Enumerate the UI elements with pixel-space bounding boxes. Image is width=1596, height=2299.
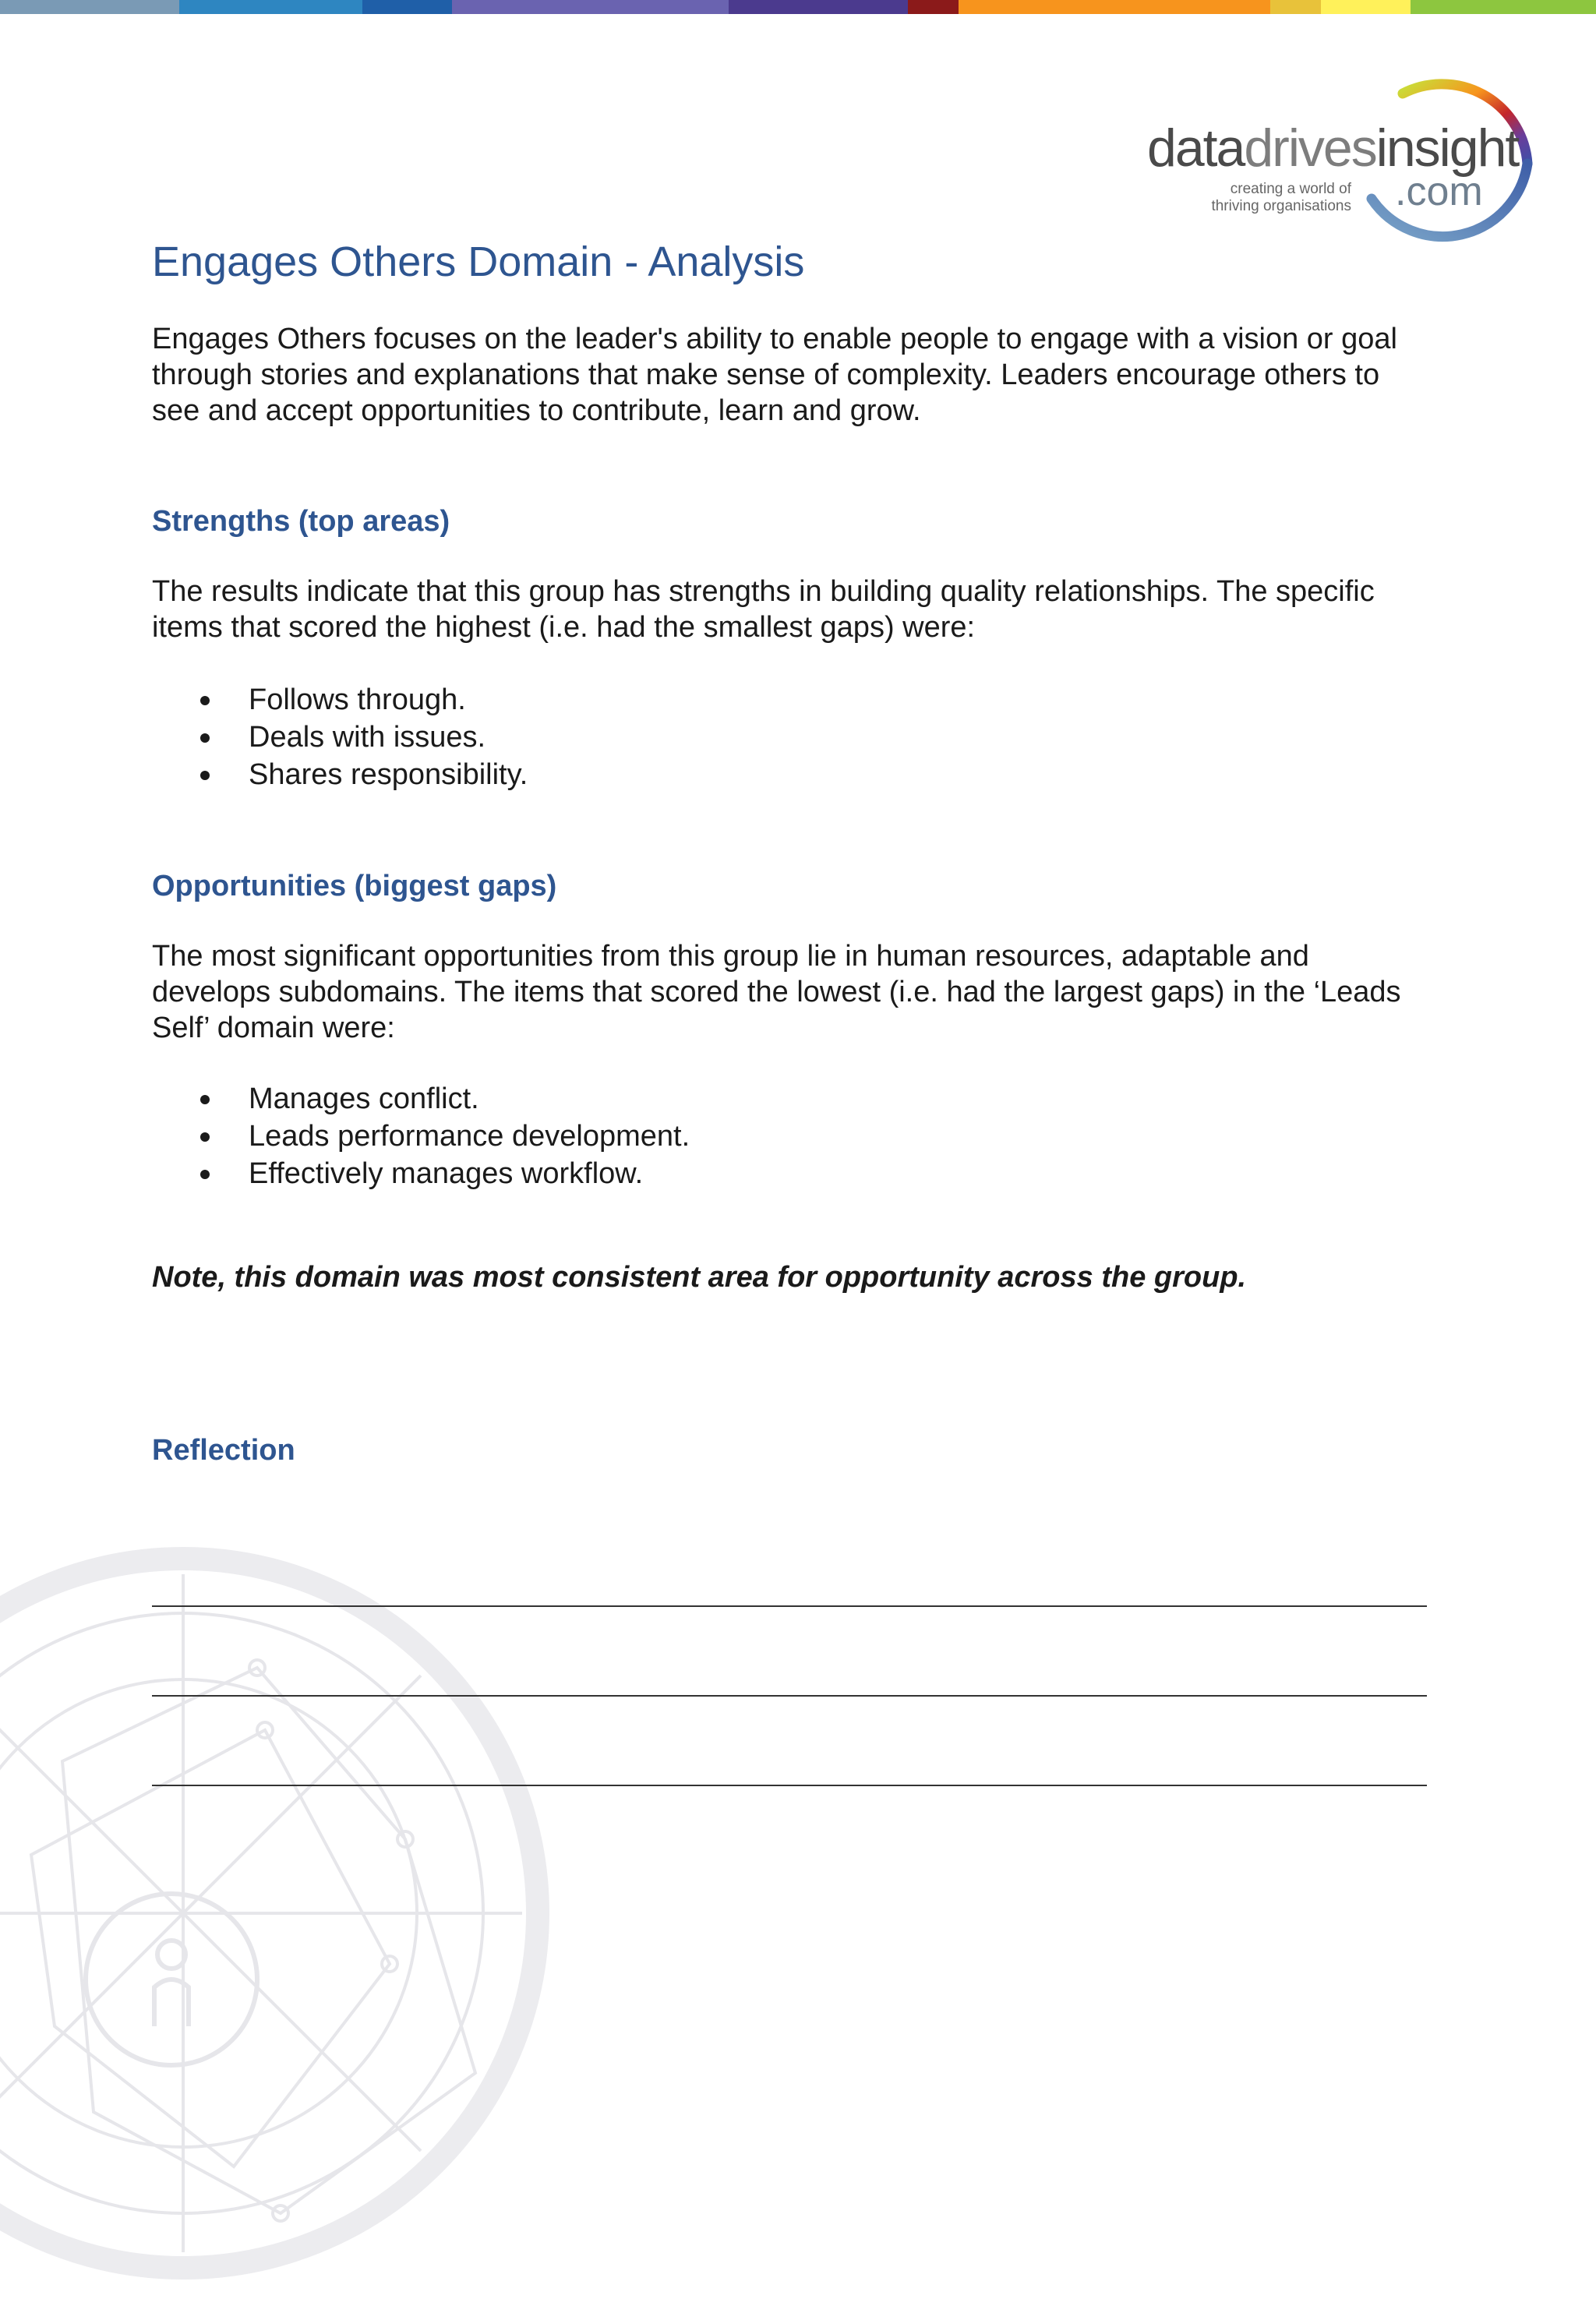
reflection-line xyxy=(152,1605,1427,1607)
strengths-paragraph: The results indicate that this group has strengths in building quality relationships. The specific items that scored the highest (i.e. had the smallest gaps) were: xyxy=(152,575,1375,644)
logo-word-data: data xyxy=(1147,118,1245,178)
list-item-text: Deals with issues. xyxy=(249,721,486,754)
band-segment xyxy=(959,0,1270,14)
list-item xyxy=(152,681,1430,719)
bullet-icon xyxy=(200,733,210,743)
band-segment xyxy=(362,0,452,14)
reflection-line xyxy=(152,1695,1427,1697)
reflection-heading: Reflection xyxy=(152,1434,295,1467)
consistency-note: Note, this domain was most consistent area for opportunity across the group. xyxy=(152,1261,1247,1294)
band-segment xyxy=(729,0,908,14)
band-segment xyxy=(179,0,362,14)
band-segment xyxy=(1411,0,1596,14)
bullet-icon xyxy=(200,1095,210,1104)
opportunities-list xyxy=(152,1080,1430,1192)
logo-dotcom: .com xyxy=(1395,169,1483,214)
logo-tagline xyxy=(1211,181,1351,215)
top-color-band xyxy=(0,0,1596,14)
list-item-text: Leads performance development. xyxy=(249,1120,690,1153)
strengths-list xyxy=(152,681,1430,793)
company-logo xyxy=(1138,62,1535,253)
band-segment xyxy=(1321,0,1411,14)
logo-word-insight: insight xyxy=(1375,118,1519,178)
reflection-line xyxy=(152,1785,1427,1786)
list-item xyxy=(152,1080,1430,1118)
list-item-text: Effectively manages workflow. xyxy=(249,1157,644,1190)
band-segment xyxy=(908,0,959,14)
logo-wordmark xyxy=(1147,118,1519,178)
list-item xyxy=(152,756,1430,793)
bullet-icon xyxy=(200,1132,210,1142)
list-item-text: Follows through. xyxy=(249,683,466,716)
page-title: Engages Others Domain - Analysis xyxy=(152,238,805,285)
document-body xyxy=(152,234,1430,1468)
band-segment xyxy=(0,0,179,14)
list-item-text: Shares responsibility. xyxy=(249,758,528,791)
bullet-icon xyxy=(200,771,210,780)
logo-word-drives: drives xyxy=(1244,118,1376,178)
bullet-icon xyxy=(200,1170,210,1179)
logo-tagline-line1: creating a world of xyxy=(1230,181,1351,197)
band-segment xyxy=(452,0,729,14)
strengths-heading: Strengths (top areas) xyxy=(152,505,450,538)
list-item xyxy=(152,1118,1430,1155)
band-segment xyxy=(1270,0,1321,14)
intro-paragraph: Engages Others focuses on the leader's ability to enable people to engage with a vision or goal through stories and explanations that make sense of complexity. Leaders encourage others to see and accept opportunities to contribute, learn and grow. xyxy=(152,323,1397,427)
background-watermark xyxy=(0,1527,569,2299)
list-item xyxy=(152,1155,1430,1192)
list-item-text: Manages conflict. xyxy=(249,1082,479,1115)
logo-tagline-line2: thriving organisations xyxy=(1211,198,1351,214)
opportunities-paragraph: The most significant opportunities from this group lie in human resources, adaptable and develops subdomains. The items that scored the lowest (i.e. had the largest gaps) in the ‘Leads Self’ domain were: xyxy=(152,940,1401,1044)
opportunities-heading: Opportunities (biggest gaps) xyxy=(152,870,557,902)
list-item xyxy=(152,719,1430,756)
bullet-icon xyxy=(200,696,210,705)
